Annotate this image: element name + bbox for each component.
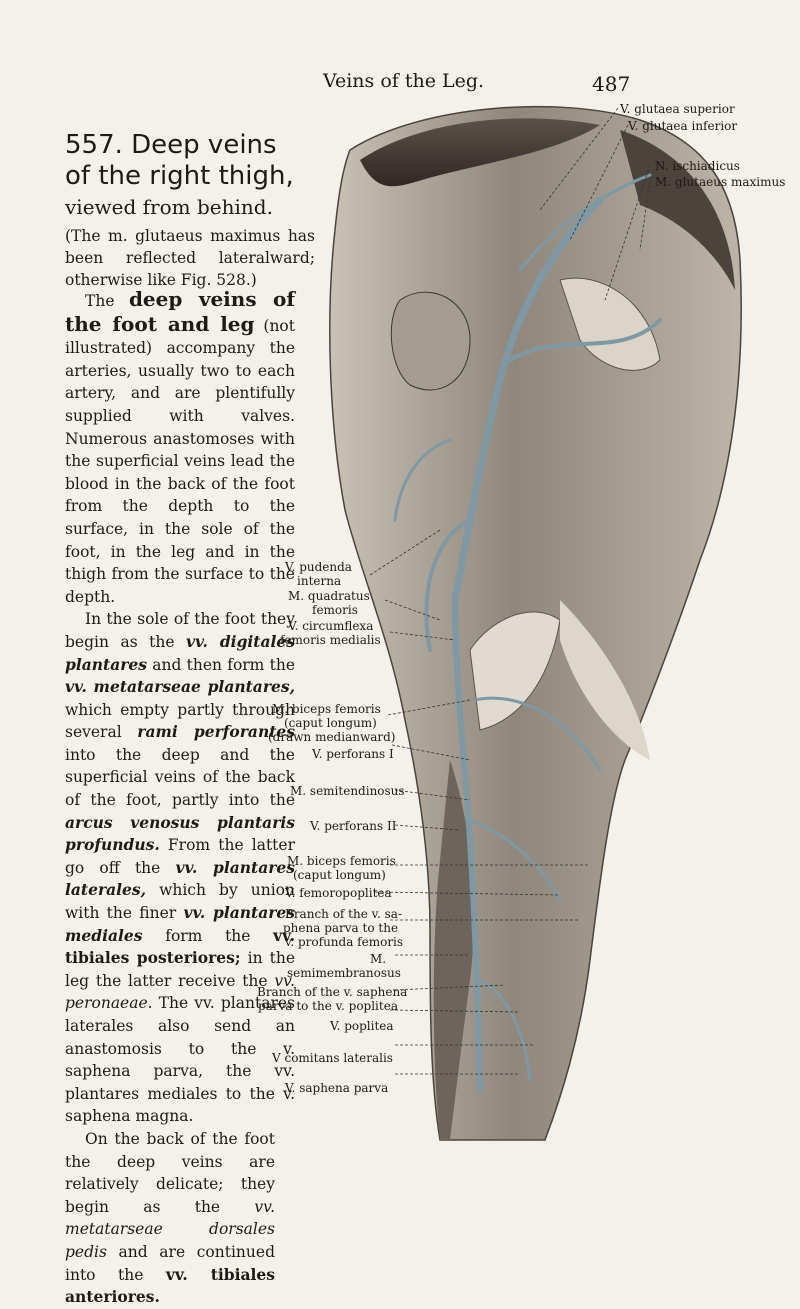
label-glutaeus-maximus: M. glutaeus maximus	[655, 175, 786, 189]
label-biceps-long-3: (drawn medianward)	[268, 730, 396, 744]
text-run: In the sole of the foot they begin as the	[65, 610, 295, 651]
label-semimembranosus-2: semimembranosus	[287, 966, 401, 980]
term: vv. digitales plantares	[65, 631, 295, 674]
label-branch-poplitea-2: parva to the v. poplitea	[258, 999, 398, 1013]
text-run: From the latter go off the	[65, 836, 295, 877]
label-biceps-2-1: M. biceps femoris	[287, 854, 396, 868]
label-glutaea-superior: V. glutaea superior	[620, 102, 735, 116]
label-quadratus-2: femoris	[312, 603, 358, 617]
label-comitans: V comitans lateralis	[272, 1051, 393, 1065]
term: vv. plantares laterales,	[65, 857, 296, 900]
figure-caption: (The m. glutaeus maximus has been reflected lateralward; otherwise like Fig. 528.)	[65, 227, 315, 289]
term: vv. metatarseae plantares,	[65, 677, 295, 697]
page-number: 487	[592, 72, 631, 96]
figure-title: 557. Deep veins of the right thigh,	[65, 130, 294, 191]
label-perforans-2: V. perforans II	[310, 819, 397, 833]
label-branch-profunda-2: phena parva to the	[283, 921, 399, 935]
label-poplitea: V. poplitea	[330, 1019, 394, 1033]
term: vv. metatarseae dorsales pedis	[65, 1197, 275, 1261]
text-run: which by union with the finer	[65, 881, 295, 923]
label-biceps-long-2: (caput longum)	[284, 716, 377, 730]
term: vv. tibiales posteriores;	[65, 925, 295, 968]
text-run: The	[85, 292, 129, 310]
label-branch-profunda-3: v. profunda femoris	[285, 935, 404, 949]
term: vv. peronaeae.	[65, 971, 295, 1013]
term: arcus venosus plantaris profundus.	[65, 812, 295, 855]
text-run: The vv. plantares laterales also send an anastomosis to the v. saphena parva, the vv. plantares mediales to the v. saphena magna.	[65, 994, 295, 1126]
label-pudenda-1: V. pudenda	[285, 560, 352, 574]
label-circumflexa-1: V. circumflexa	[288, 619, 374, 633]
label-pudenda-2: interna	[297, 574, 342, 588]
label-femoropoplitea: V. femoropoplitea	[285, 886, 392, 900]
label-glutaea-inferior: V. glutaea inferior	[628, 119, 738, 133]
label-branch-profunda-1: Branch of the v. sa-	[285, 907, 402, 921]
text-run-bold: deep veins of the foot and leg	[65, 287, 295, 336]
label-circumflexa-2: femoris medialis	[280, 633, 381, 647]
term: rami perforantes	[137, 722, 295, 742]
text-run: (not illustrated) accompany the arteries, usually two to each artery, and are plentifully supplied with valves. Numerous anastomoses with the superficial veins lead the blood in the back of the foot from the depth to the surface, in the sole of the foot, in the leg and in the thigh from the surface to the depth.	[65, 316, 295, 606]
text-run: and are continued into the	[65, 1242, 275, 1284]
running-title: Veins of the Leg.	[323, 70, 485, 92]
text-run: On the back of the foot the deep veins are relatively delicate; they begin as the	[65, 1129, 275, 1216]
label-perforans-1: V. perforans I	[312, 747, 394, 761]
figure-subtitle: viewed from behind.	[65, 195, 273, 219]
label-semimembranosus-1: M.	[370, 952, 387, 966]
label-ischiadicus: N. ischiadicus	[655, 159, 740, 173]
label-biceps-2-2: (caput longum)	[293, 868, 386, 882]
text-run: which empty partly through several	[65, 700, 295, 742]
text-run: in the leg the latter receive the	[65, 949, 295, 990]
text-run: and then form the	[147, 655, 295, 674]
label-quadratus-1: M. quadratus	[288, 589, 370, 603]
label-semitendinosus: M. semitendinosus	[290, 784, 405, 798]
label-saphena-parva: V. saphena parva	[285, 1081, 389, 1095]
label-branch-poplitea-1: Branch of the v. saphena	[257, 985, 408, 999]
term: vv. plantares mediales	[65, 903, 295, 945]
text-run: form the	[142, 926, 274, 945]
text-run: into the deep and the superficial veins of the back of the foot, partly into the	[65, 745, 295, 810]
label-biceps-long-1: M. biceps femoris	[272, 702, 381, 716]
term: vv. tibiales anteriores.	[65, 1264, 275, 1307]
